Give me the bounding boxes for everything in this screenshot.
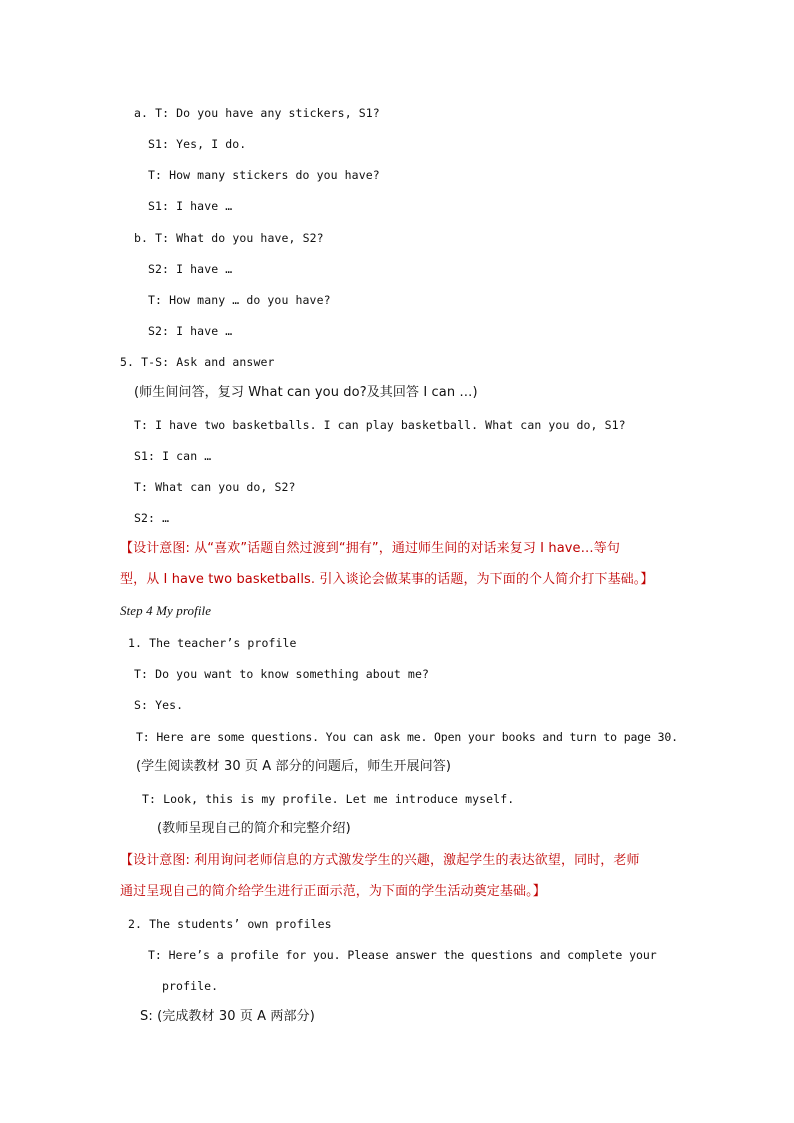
step-heading: Step 4 My profile — [120, 603, 212, 618]
teaching-note: S: (完成教材 30 页 A 两部分) — [140, 1009, 315, 1024]
dialogue-line: profile. — [162, 979, 219, 993]
dialogue-line: a. T: Do you have any stickers, S1? — [134, 106, 380, 120]
dialogue-line: T: Do you want to know something about me? — [134, 667, 429, 681]
dialogue-line: T: Look, this is my profile. Let me introduce myself. — [142, 792, 515, 806]
teaching-note: (学生阅读教材 30 页 A 部分的问题后，师生开展问答) — [136, 759, 452, 774]
design-intent-line: 型，从 I have two basketballs. 引入谈论会做某事的话题，为下面的个人简介打下基础。】 — [120, 572, 654, 587]
dialogue-line: T: Here’s a profile for you. Please answer the questions and complete your — [148, 948, 657, 962]
section-heading: 2. The students’ own profiles — [128, 917, 332, 931]
dialogue-line: S1: Yes, I do. — [148, 137, 247, 151]
dialogue-line: T: I have two basketballs. I can play basketball. What can you do, S1? — [134, 418, 626, 432]
section-heading: 5. T-S: Ask and answer — [120, 355, 275, 369]
dialogue-line: T: How many stickers do you have? — [148, 168, 380, 182]
section-heading: 1. The teacher’s profile — [128, 636, 297, 650]
dialogue-line: T: What can you do, S2? — [134, 480, 296, 494]
teaching-note: (教师呈现自己的简介和完整介绍) — [157, 821, 351, 836]
design-intent-line: 【设计意图: 从“喜欢”话题自然过渡到“拥有”，通过师生间的对话来复习 I have…等句 — [120, 541, 620, 556]
dialogue-line: T: Here are some questions. You can ask me. Open your books and turn to page 30. — [136, 730, 678, 744]
dialogue-line: S2: … — [134, 511, 170, 525]
dialogue-line: S: Yes. — [134, 698, 184, 712]
dialogue-line: S2: I have … — [148, 324, 233, 338]
dialogue-line: S1: I have … — [148, 199, 233, 213]
teaching-note: (师生间问答，复习 What can you do?及其回答 I can …) — [134, 385, 478, 400]
design-intent-line: 通过呈现自己的简介给学生进行正面示范，为下面的学生活动奠定基础。】 — [120, 884, 546, 899]
dialogue-line: T: How many … do you have? — [148, 293, 331, 307]
dialogue-line: S2: I have … — [148, 262, 233, 276]
dialogue-line: S1: I can … — [134, 449, 212, 463]
dialogue-line: b. T: What do you have, S2? — [134, 231, 324, 245]
design-intent-line: 【设计意图: 利用询问老师信息的方式激发学生的兴趣，激起学生的表达欲望，同时，老师 — [120, 853, 640, 868]
